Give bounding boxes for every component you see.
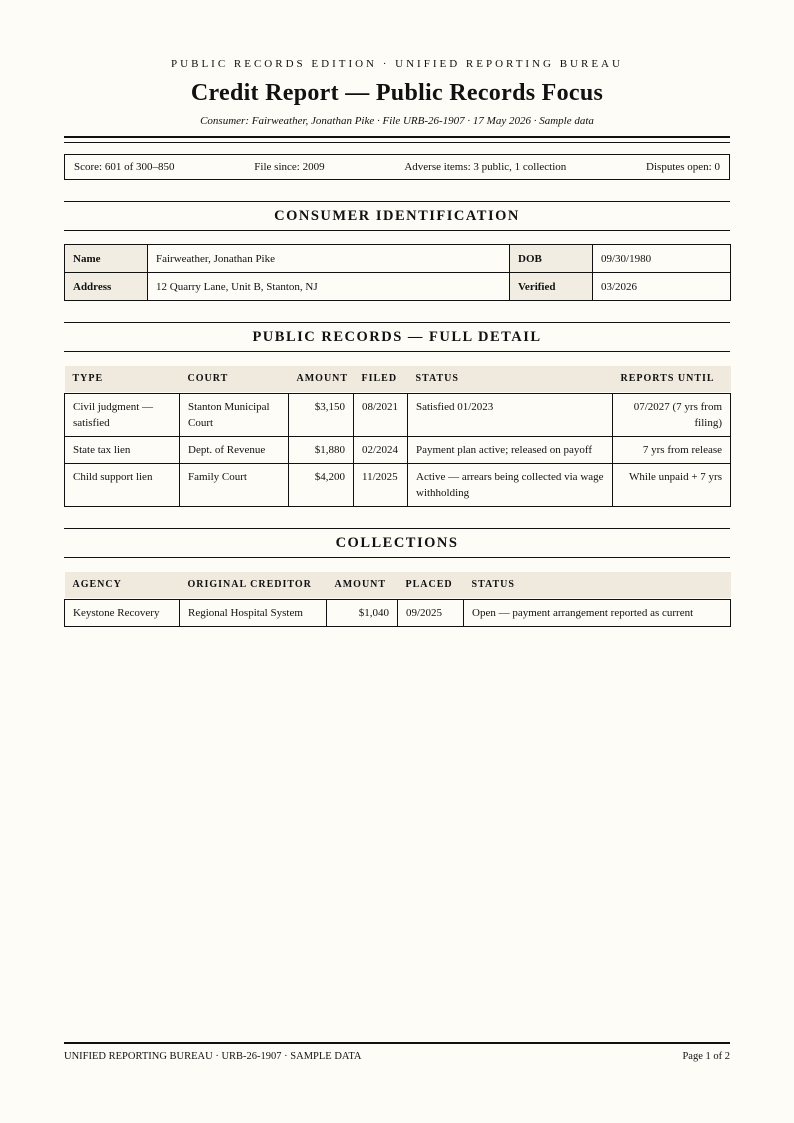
record-reports-until: 7 yrs from release	[613, 437, 731, 464]
column-header: FILED	[354, 366, 408, 392]
record-amount: $3,150	[289, 394, 354, 437]
table-row	[65, 437, 731, 464]
column-header: ORIGINAL CREDITOR	[180, 572, 327, 598]
address-value: 12 Quarry Lane, Unit B, Stanton, NJ	[148, 273, 510, 301]
record-court: Stanton Municipal Court	[180, 394, 289, 437]
collection-agency: Keystone Recovery	[65, 600, 180, 627]
record-filed: 11/2025	[354, 464, 408, 507]
collections-table	[64, 572, 731, 627]
dob-value: 09/30/1980	[593, 245, 731, 273]
column-header: AGENCY	[65, 572, 180, 598]
column-header: STATUS	[408, 366, 613, 392]
summary-file-since: File since: 2009	[254, 161, 325, 173]
section-heading-public-records: PUBLIC RECORDS — FULL DETAIL	[64, 322, 730, 352]
record-amount: $4,200	[289, 464, 354, 507]
column-header: AMOUNT	[327, 572, 398, 598]
section-heading-identification: CONSUMER IDENTIFICATION	[64, 201, 730, 231]
name-value: Fairweather, Jonathan Pike	[148, 245, 510, 273]
table-row	[65, 600, 731, 627]
record-status: Satisfied 01/2023	[408, 394, 613, 437]
record-reports-until: While unpaid + 7 yrs	[613, 464, 731, 507]
name-label: Name	[65, 245, 148, 273]
dob-label: DOB	[510, 245, 593, 273]
edition-line: PUBLIC RECORDS EDITION · UNIFIED REPORTING BUREAU	[171, 58, 623, 70]
record-status: Payment plan active; released on payoff	[408, 437, 613, 464]
record-reports-until: 07/2027 (7 yrs from filing)	[613, 394, 731, 437]
header-divider	[64, 136, 730, 143]
record-type: Civil judgment — satisfied	[65, 394, 180, 437]
record-filed: 02/2024	[354, 437, 408, 464]
public-records-table	[64, 366, 731, 507]
collection-status: Open — payment arrangement reported as current	[464, 600, 731, 627]
address-label: Address	[65, 273, 148, 301]
page-footer	[64, 1051, 730, 1062]
collection-placed: 09/2025	[398, 600, 464, 627]
record-court: Family Court	[180, 464, 289, 507]
identification-table	[64, 244, 731, 301]
footer-divider	[64, 1042, 730, 1044]
table-row	[65, 273, 731, 301]
summary-bar	[64, 154, 730, 180]
column-header: TYPE	[65, 366, 180, 392]
record-amount: $1,880	[289, 437, 354, 464]
summary-score: Score: 601 of 300–850	[74, 161, 175, 173]
record-court: Dept. of Revenue	[180, 437, 289, 464]
report-subtitle: Consumer: Fairweather, Jonathan Pike · File URB-26-1907 · 17 May 2026 · Sample data	[200, 115, 594, 127]
column-header: REPORTS UNTIL	[613, 366, 731, 392]
column-header: AMOUNT	[289, 366, 354, 392]
table-row	[65, 245, 731, 273]
page-number: Page 1 of 2	[682, 1051, 730, 1062]
column-header: STATUS	[464, 572, 731, 598]
footer-left-text: UNIFIED REPORTING BUREAU · URB-26-1907 · SAMPLE DATA	[64, 1051, 362, 1062]
record-status: Active — arrears being collected via wage withholding	[408, 464, 613, 507]
collection-amount: $1,040	[327, 600, 398, 627]
collection-original-creditor: Regional Hospital System	[180, 600, 327, 627]
summary-adverse-items: Adverse items: 3 public, 1 collection	[404, 161, 567, 173]
record-type: Child support lien	[65, 464, 180, 507]
record-type: State tax lien	[65, 437, 180, 464]
verified-label: Verified	[510, 273, 593, 301]
record-filed: 08/2021	[354, 394, 408, 437]
column-header: PLACED	[398, 572, 464, 598]
section-heading-collections: COLLECTIONS	[64, 528, 730, 558]
table-row	[65, 464, 731, 507]
column-header: COURT	[180, 366, 289, 392]
table-row	[65, 394, 731, 437]
summary-disputes: Disputes open: 0	[646, 161, 720, 173]
verified-value: 03/2026	[593, 273, 731, 301]
table-header-row	[65, 572, 731, 598]
report-page	[64, 0, 730, 1123]
report-title: Credit Report — Public Records Focus	[190, 80, 604, 106]
table-header-row	[65, 366, 731, 392]
